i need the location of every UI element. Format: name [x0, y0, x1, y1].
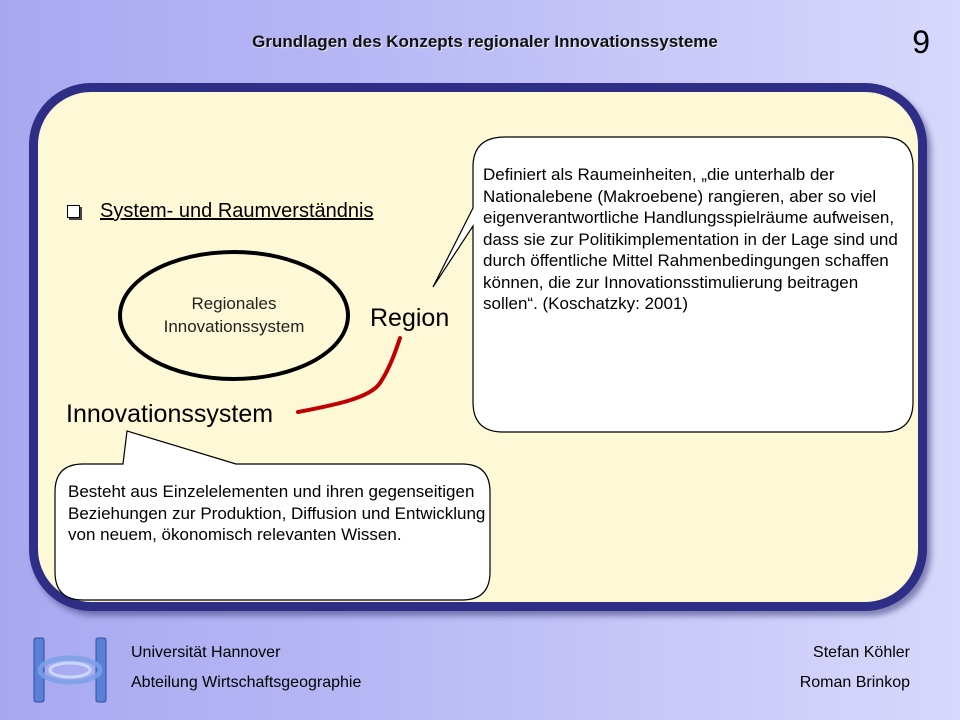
- callout-region-text: Definiert als Raumeinheiten, „die unterhalb der Nationalebene (Makroebene) rangieren, aber so viel eigenverantwortliche Handlungsspielräume aufweisen, dass sie zur Politikimplementation in der Lage sind und durch öffentliche Mittel Rahmenbedingungen schaffen können, die zur Innovationsstimulierung beitragen sollen“. (Koschatzky: 2001): [483, 165, 898, 314]
- bullet-label: System- und Raumverständnis: [100, 200, 374, 222]
- footer-department: Abteilung Wirtschaftsgeographie: [131, 674, 362, 692]
- footer-author-1: Stefan Köhler: [813, 644, 910, 661]
- page-number: 9: [912, 24, 930, 60]
- oval-line-1: Regionales: [191, 294, 277, 314]
- footer-left: [131, 638, 361, 699]
- region-label: Region: [370, 304, 450, 332]
- oval-line-2: Innovationssystem: [163, 316, 305, 336]
- footer-university: Universität Hannover: [131, 644, 281, 661]
- footer-right: [800, 638, 910, 699]
- innovation-system-label: Innovationssystem: [66, 400, 274, 428]
- university-logo-icon: [30, 632, 110, 708]
- slide-title: Grundlagen des Konzepts regionaler Innovationssysteme: [252, 32, 718, 51]
- footer-author-2: Roman Brinkop: [799, 674, 910, 692]
- callout-innovation-text: Besteht aus Einzelelementen und ihren gegenseitigen Beziehungen zur Produktion, Diffusion und Entwicklung von neuem, ökonomisch relevanten Wissen.: [68, 482, 486, 545]
